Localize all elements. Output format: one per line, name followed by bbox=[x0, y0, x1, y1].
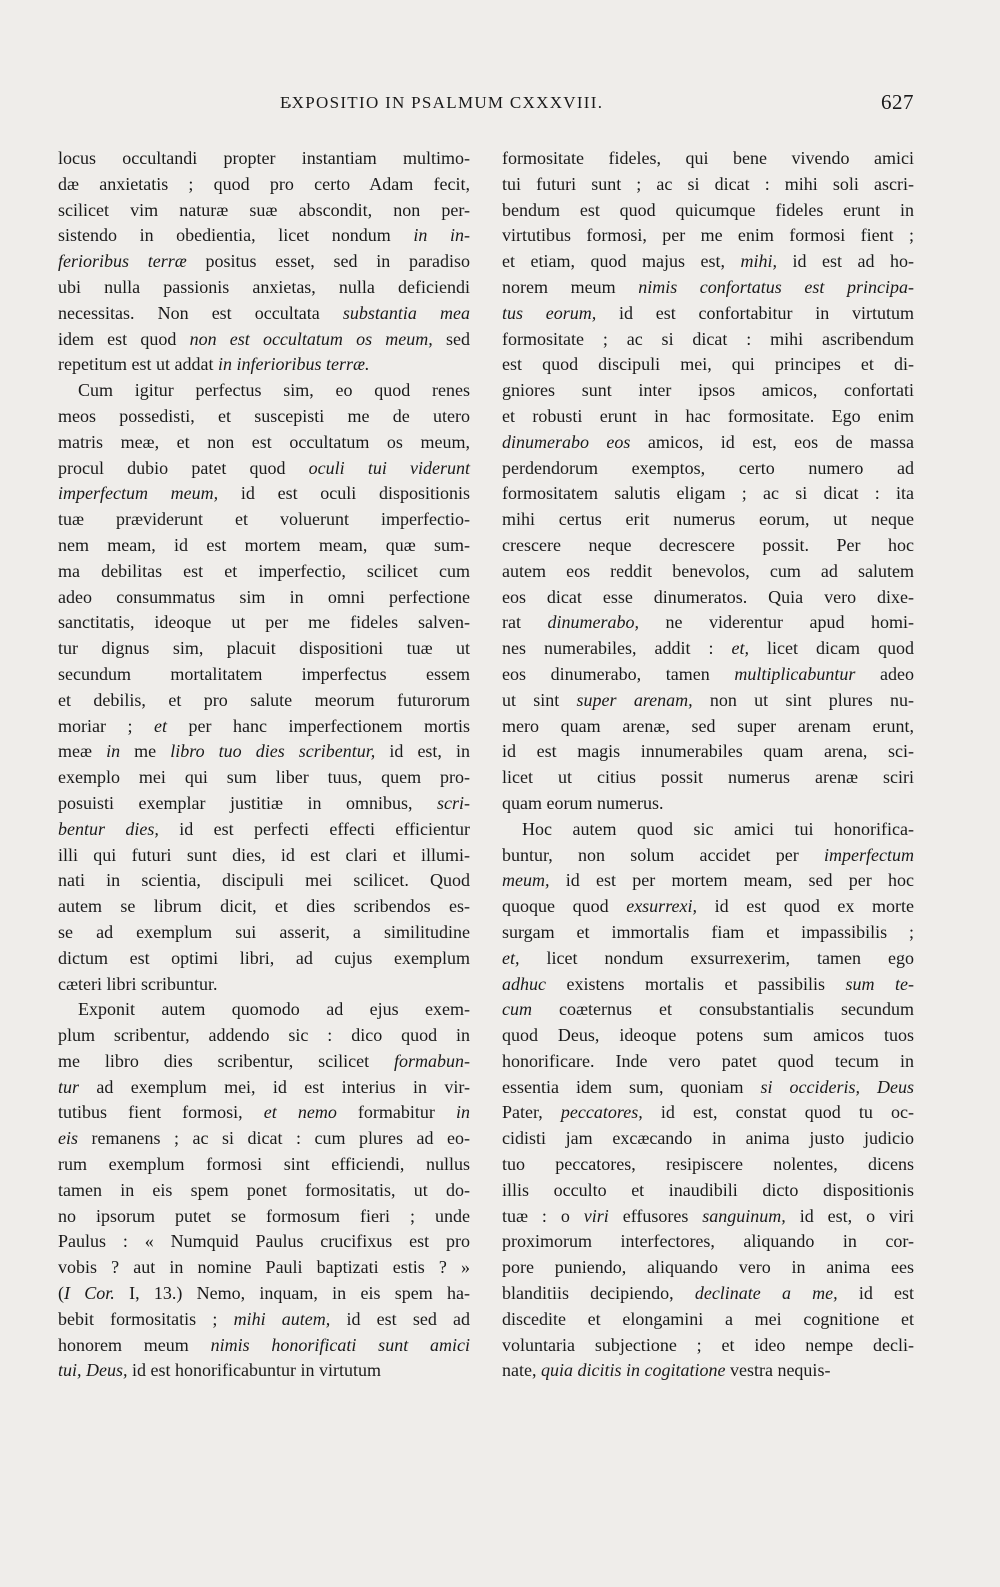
text-line: cum coæternus et consubstantialis secundum bbox=[502, 999, 914, 1020]
text-line: illis occulto et inaudibili dicto dispositionis bbox=[502, 1179, 914, 1200]
text-line: illi qui futuri sunt dies, id est clari et illumi- bbox=[58, 844, 470, 865]
text-line: rat dinumerabo, ne viderentur apud homi- bbox=[502, 612, 914, 633]
text-line: licet ut citius possit numerus arenæ sciri bbox=[502, 767, 914, 788]
text-line: Paulus : « Numquid Paulus crucifixus est pro bbox=[58, 1231, 470, 1252]
text-line: rum exemplum formosi sint efficiendi, nullus bbox=[58, 1154, 470, 1175]
italic-span: libro tuo dies scribentur, bbox=[170, 741, 376, 762]
text-line: matris meæ, et non est occultatum os meum, bbox=[58, 431, 470, 452]
text-line: locus occultandi propter instantiam multimo- bbox=[58, 148, 470, 168]
text-line: surgam et immortalis fiam et impassibilis ; bbox=[502, 921, 914, 942]
text-line: honorificare. Inde vero patet quod tecum in bbox=[502, 1050, 914, 1071]
text-line: mihi certus erit numerus eorum, ut neque bbox=[502, 509, 914, 530]
running-title: EXPOSITIO IN PSALMUM CXXXVIII. bbox=[280, 93, 604, 112]
left-column bbox=[58, 146, 470, 1384]
text-line: Pater, peccatores, id est, constat quod tu oc- bbox=[502, 1102, 915, 1123]
text-line: dictum est optimi libri, ad cujus exemplum bbox=[58, 947, 470, 968]
italic-span: et, bbox=[731, 638, 749, 659]
text-line: bendum est quod quicumque fideles erunt in bbox=[502, 199, 914, 220]
right-column bbox=[502, 146, 914, 1384]
text-line: nati in scientia, discipuli mei scilicet. Quod bbox=[58, 870, 470, 891]
text-line: buntur, non solum accidet per imperfectum bbox=[502, 844, 914, 865]
italic-span: sanguinum, bbox=[702, 1205, 786, 1226]
text-line: exemplo mei qui sum liber tuus, quem pro- bbox=[58, 767, 470, 788]
text-line: meæ in me libro tuo dies scribentur, id est, in bbox=[58, 741, 471, 762]
italic-span: et, bbox=[502, 947, 520, 968]
italic-span: scri- bbox=[437, 792, 470, 813]
text-line: blanditiis decipiendo, declinate a me, id est bbox=[502, 1283, 915, 1304]
text-line: bebit formositatis ; mihi autem, id est sed ad bbox=[58, 1308, 470, 1329]
italic-span: in inferioribus terræ. bbox=[217, 354, 370, 375]
text-line: tus eorum, id est confortabitur in virtutum bbox=[502, 302, 915, 323]
text-line: formositate fideles, qui bene vivendo amici bbox=[502, 148, 914, 168]
text-line: pore puniendo, aliquando vero in anima ees bbox=[502, 1257, 914, 1278]
text-line: norem meum nimis confortatus est principa- bbox=[502, 276, 914, 297]
text-line: ubi nulla passionis anxietas, nulla deficiendi bbox=[58, 276, 470, 297]
text-line: formositate ; ac si dicat : mihi ascribendum bbox=[502, 328, 914, 349]
italic-span: quia dicitis in cogitatione bbox=[540, 1360, 726, 1381]
text-line: vobis ? aut in nomine Pauli baptizati estis ? » bbox=[58, 1257, 470, 1278]
italic-span: bentur dies, bbox=[58, 818, 159, 839]
italic-span: ferioribus terræ bbox=[58, 251, 187, 272]
text-line: plum scribentur, addendo sic : dico quod in bbox=[58, 1025, 470, 1046]
text-line: nate, quia dicitis in cogitatione vestra nequis- bbox=[502, 1360, 831, 1381]
italic-span: imperfectum bbox=[824, 844, 914, 865]
italic-span: dinumerabo, bbox=[547, 612, 639, 633]
text-line: sanctitatis, ideoque ut per me fideles salven- bbox=[58, 612, 470, 633]
text-line: scilicet vim naturæ suæ abscondit, non per- bbox=[58, 199, 470, 220]
page-number: 627 bbox=[881, 90, 914, 114]
italic-span: tur bbox=[58, 1076, 80, 1097]
italic-span: substantia mea bbox=[342, 302, 470, 323]
text-line: crescere neque decrescere possit. Per hoc bbox=[502, 534, 914, 555]
text-line: gniores sunt inter ipsos amicos, confortati bbox=[502, 380, 914, 401]
text-line: bentur dies, id est perfecti effecti efficientur bbox=[58, 818, 470, 839]
italic-span: formabun- bbox=[394, 1050, 470, 1071]
text-line: dæ anxietatis ; quod pro certo Adam fecit, bbox=[58, 173, 470, 194]
italic-span: et nemo bbox=[263, 1102, 337, 1123]
text-line: honorem meum nimis honorificati sunt amici bbox=[58, 1334, 470, 1355]
text-line: cidisti jam excæcando in anima justo judicio bbox=[502, 1128, 914, 1149]
italic-span: eis bbox=[58, 1128, 78, 1149]
text-line: virtutibus formosi, per me enim formosi fient ; bbox=[502, 225, 914, 246]
page-header bbox=[0, 90, 1000, 120]
text-line: et robusti erunt in hac formositate. Ego enim bbox=[502, 405, 914, 426]
italic-span: mihi autem, bbox=[233, 1308, 331, 1329]
text-line: necessitas. Non est occultata substantia mea bbox=[58, 302, 470, 323]
text-line: repetitum est ut addat in inferioribus terræ. bbox=[58, 354, 370, 375]
italic-span: mihi, bbox=[740, 251, 777, 272]
text-line: idem est quod non est occultatum os meum, sed bbox=[58, 328, 470, 349]
text-line: cæteri libri scribuntur. bbox=[58, 973, 218, 994]
text-line: et, licet nondum exsurrexerim, tamen ego bbox=[502, 947, 914, 968]
text-line: sistendo in obedientia, licet nondum in in- bbox=[58, 225, 470, 246]
text-line: tuæ : o viri effusores sanguinum, id est, o viri bbox=[502, 1205, 914, 1226]
italic-span: I Cor. bbox=[64, 1283, 115, 1304]
italic-span: dinumerabo eos bbox=[502, 431, 631, 452]
italic-span: adhuc bbox=[502, 973, 546, 994]
text-line: adeo consummatus sim in omni perfectione bbox=[58, 586, 470, 607]
text-line: tuæ præviderunt et voluerunt imperfectio- bbox=[58, 509, 470, 530]
italic-span: non est occultatum os meum, bbox=[189, 328, 433, 349]
text-line: procul dubio patet quod oculi tui viderunt bbox=[58, 457, 470, 478]
italic-span: imperfectum meum, bbox=[58, 483, 219, 504]
text-line: quod Deus, ideoque potens sum amicos tuos bbox=[502, 1025, 914, 1046]
text-line: et debilis, et pro salute meorum futurorum bbox=[58, 689, 470, 710]
text-line: quoque quod exsurrexi, id est quod ex morte bbox=[502, 896, 914, 917]
text-line: voluntaria subjectione ; et ideo nempe decli- bbox=[502, 1334, 914, 1355]
text-line: tutibus fient formosi, et nemo formabitur in bbox=[58, 1102, 470, 1123]
text-line: adhuc existens mortalis et passibilis sum te- bbox=[502, 973, 914, 994]
text-line: ma debilitas est et imperfectio, scilicet cum bbox=[58, 560, 470, 581]
italic-span: si occideris, Deus bbox=[760, 1076, 914, 1097]
text-line: tur ad exemplum mei, id est interius in vir- bbox=[58, 1076, 470, 1097]
text-line: no ipsorum putet se formosum fieri ; unde bbox=[58, 1205, 470, 1226]
text-line: Exponit autem quomodo ad ejus exem- bbox=[78, 999, 470, 1020]
italic-span: tui, Deus, bbox=[58, 1360, 128, 1381]
italic-span: peccatores, bbox=[560, 1102, 643, 1123]
text-line: dinumerabo eos amicos, id est, eos de massa bbox=[502, 431, 914, 452]
italic-span: viri bbox=[583, 1205, 609, 1226]
text-line: tui futuri sunt ; ac si dicat : mihi soli ascri- bbox=[502, 173, 914, 194]
text-line: tui, Deus, id est honorificabuntur in virtutum bbox=[58, 1360, 381, 1381]
italic-span: sum te- bbox=[845, 973, 914, 994]
text-line: ut sint super arenam, non ut sint plures nu- bbox=[502, 689, 914, 710]
text-line: proximorum interfectores, aliquando in cor- bbox=[502, 1231, 914, 1252]
text-line: posuisti exemplar justitiæ in omnibus, scri- bbox=[58, 792, 470, 813]
italic-span: super arenam, bbox=[576, 689, 693, 710]
text-line: (I Cor. I, 13.) Nemo, inquam, in eis spem ha- bbox=[58, 1283, 470, 1304]
italic-span: meum, bbox=[502, 870, 550, 891]
text-line: tuo peccatores, resipiscere nolentes, dicens bbox=[502, 1154, 914, 1175]
text-line: nem meam, id est mortem meam, quæ sum- bbox=[58, 534, 470, 555]
text-line: nes numerabiles, addit : et, licet dicam quod bbox=[502, 638, 914, 659]
text-line: eos dinumerabo, tamen multiplicabuntur adeo bbox=[502, 663, 914, 684]
text-line: essentia idem sum, quoniam si occideris, Deus bbox=[502, 1076, 914, 1097]
text-line: id est magis innumerabiles quam arena, sci- bbox=[502, 741, 914, 762]
text-line: moriar ; et per hanc imperfectionem mortis bbox=[58, 715, 470, 736]
text-line: meum, id est per mortem meam, sed per hoc bbox=[502, 870, 914, 891]
italic-span: tus eorum, bbox=[502, 302, 597, 323]
text-line: formositatem salutis eligam ; ac si dicat : ita bbox=[502, 483, 914, 504]
text-line: autem eos reddit benevolos, cum ad salutem bbox=[502, 560, 914, 581]
text-line: ferioribus terræ positus esset, sed in paradiso bbox=[58, 251, 470, 272]
text-line: se ad exemplum sui asserit, a similitudine bbox=[58, 921, 470, 942]
text-line: tamen in eis spem ponet formositatis, ut do- bbox=[58, 1179, 470, 1200]
text-line: secundum mortalitatem imperfectus essem bbox=[58, 663, 470, 684]
text-line: Hoc autem quod sic amici tui honorifica- bbox=[522, 818, 914, 839]
text-line: est quod discipuli mei, qui principes et di- bbox=[502, 354, 914, 375]
italic-span: declinate a me, bbox=[694, 1283, 838, 1304]
italic-span: in bbox=[106, 741, 121, 762]
text-line: Cum igitur perfectus sim, eo quod renes bbox=[78, 380, 470, 401]
italic-span: oculi tui viderunt bbox=[308, 457, 470, 478]
text-line: eos dicat esse dinumeratos. Quia vero dixe- bbox=[502, 586, 914, 607]
text-line: autem se librum dicit, et dies scribendos es- bbox=[58, 896, 470, 917]
text-line: quam eorum numerus. bbox=[502, 792, 664, 813]
italic-span: nimis honorificati sunt amici bbox=[210, 1334, 470, 1355]
text-line: et etiam, quod majus est, mihi, id est ad ho- bbox=[502, 251, 914, 272]
text-line: imperfectum meum, id est oculi dispositionis bbox=[58, 483, 470, 504]
text-line: mero quam arenæ, sed super arenam erunt, bbox=[502, 715, 914, 736]
italic-span: in bbox=[455, 1102, 470, 1123]
italic-span: exsurrexi, bbox=[626, 896, 698, 917]
italic-span: cum bbox=[502, 999, 532, 1020]
text-line: meos possedisti, et suscepisti me de utero bbox=[58, 405, 470, 426]
text-line: discedite et elongamini a mei cognitione et bbox=[502, 1308, 914, 1329]
italic-span: nimis confortatus est principa- bbox=[638, 276, 914, 297]
text-line: tur dignus sim, placuit dispositioni tuæ ut bbox=[58, 638, 470, 659]
text-line: eis remanens ; ac si dicat : cum plures ad eo- bbox=[58, 1128, 470, 1149]
text-line: me libro dies scribentur, scilicet formabun- bbox=[58, 1050, 470, 1071]
italic-span: et bbox=[154, 715, 168, 736]
italic-span: multiplicabuntur bbox=[734, 663, 856, 684]
text-line: perdendorum exemptos, certo numero ad bbox=[502, 457, 914, 478]
italic-span: in in- bbox=[413, 225, 470, 246]
